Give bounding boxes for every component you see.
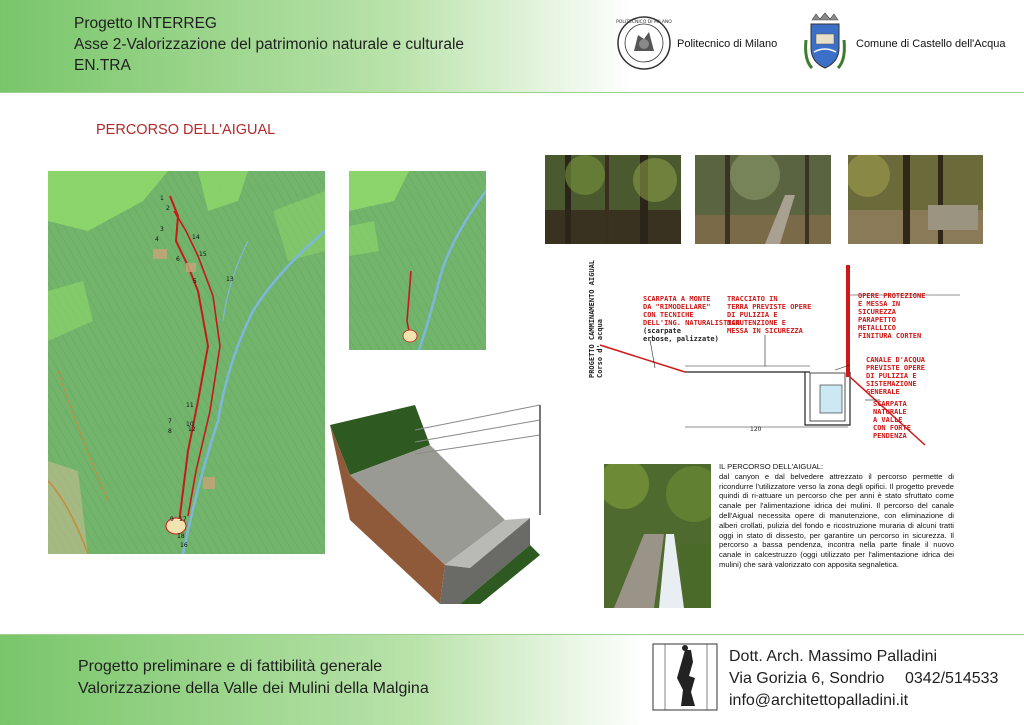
map-label: 17: [179, 516, 187, 523]
map-label: 15: [199, 251, 207, 258]
cadastral-map: [48, 171, 325, 554]
dimension-label: 120: [750, 426, 762, 433]
note-scarpata-valle: SCARPATA NATURALE A VALLE CON FORTE PENDENZA: [873, 400, 911, 440]
map-label: 3: [160, 226, 164, 233]
architect-phone: 0342/514533: [905, 670, 999, 687]
note-canale: CANALE D'ACQUA PREVISTE OPERE DI PULIZIA E SISTEMAZIONE GENERALE: [866, 356, 926, 396]
header-axis-line: Asse 2-Valorizzazione del patrimonio naturale e culturale: [74, 36, 465, 53]
map-label: 16: [180, 542, 188, 549]
map-label: 6: [176, 256, 180, 263]
header-project-line: Progetto INTERREG: [74, 15, 217, 32]
description-block: [719, 462, 954, 570]
footer-line-2: Valorizzazione della Valle dei Mulini della Malgina: [78, 680, 429, 697]
architect-address: Via Gorizia 6, Sondrio: [729, 670, 885, 687]
detail-map: [349, 171, 486, 350]
diagram-vertical-title: PROGETTO CAMMINAMENTO AIGUAL Corso d' acqua: [588, 259, 604, 378]
header-entra-line: EN.TRA: [74, 57, 131, 74]
section-diagram: [580, 255, 1000, 455]
comune-coat-of-arms: [802, 12, 848, 74]
polimi-seal-logo: [616, 15, 672, 71]
modulor-logo: [651, 642, 719, 712]
footer-line-1: Progetto preliminare e di fattibilità generale: [78, 658, 383, 675]
polimi-seal-text: POLITECNICO DI MILANO: [616, 20, 672, 25]
canal-waterfall-photo: [604, 464, 711, 608]
map-label: 11: [186, 402, 194, 409]
map-label: 5: [193, 278, 197, 285]
map-label: 13: [226, 276, 234, 283]
map-label: 18: [177, 533, 185, 540]
architect-name: Dott. Arch. Massimo Palladini: [729, 648, 938, 665]
map-label: 2: [166, 205, 170, 212]
polimi-label: Politecnico di Milano: [677, 38, 778, 50]
map-label: 9: [170, 516, 174, 523]
path-3d-render: [330, 400, 552, 604]
map-label: 10: [186, 421, 194, 428]
note-tracciato: TRACCIATO IN TERRA PREVISTE OPERE DI PULIZIA E MANUTENZIONE E MESSA IN SICUREZZA: [727, 295, 812, 335]
note-protezione: OPERE PROTEZIONE E MESSA IN SICUREZZA PARAPETTO METALLICO FINITURA CORTEN: [858, 292, 926, 340]
forest-photo-3: [848, 155, 983, 244]
note-scarpata-monte: SCARPATA A MONTE DA "RIMODELLARE" CON TECNICHE DELL'ING. NATURALISTICA (scarpate erbose, palizzate): [643, 295, 740, 343]
description-body: dal canyon e dal belvedere attrezzato il percorso permette di ricondurre l'utilizzatore verso la zona degli opifici. Il progetto prevede quindi di ri-attuare un percorso che per anni è stato sfruttato come canale per l'alimentazione idrica dei mulini. Il percorso del canale dell'Aigual necessita opere di manutenzione, con eliminazione di alberi crollati, pulizia del fondo e ricostruzione muraria di alcuni tratti oggi in stato di dissesto, per garantire un percorso in sicurezza. Il percorso a bassa pendenza, incontra nella parte finale il nuovo canale in calcestruzzo (oggi utilizzato per l'alimentazione idrica dei mulini) che sarà valorizzato con apposita segnaletica.: [719, 471, 954, 569]
map-label: 1: [160, 195, 164, 202]
map-label: 14: [192, 234, 200, 241]
page-title: PERCORSO DELL'AIGUAL: [96, 122, 276, 138]
map-label: 8: [168, 428, 172, 435]
forest-photo-2: [695, 155, 831, 244]
map-label: 12: [188, 426, 196, 433]
description-title: IL PERCORSO DELL'AIGUAL:: [719, 462, 824, 471]
map-label: 7: [168, 418, 172, 425]
architect-email[interactable]: info@architettopalladini.it: [729, 692, 909, 709]
map-label: 4: [155, 236, 159, 243]
forest-photo-1: [545, 155, 681, 244]
comune-label: Comune di Castello dell'Acqua: [856, 38, 1006, 50]
